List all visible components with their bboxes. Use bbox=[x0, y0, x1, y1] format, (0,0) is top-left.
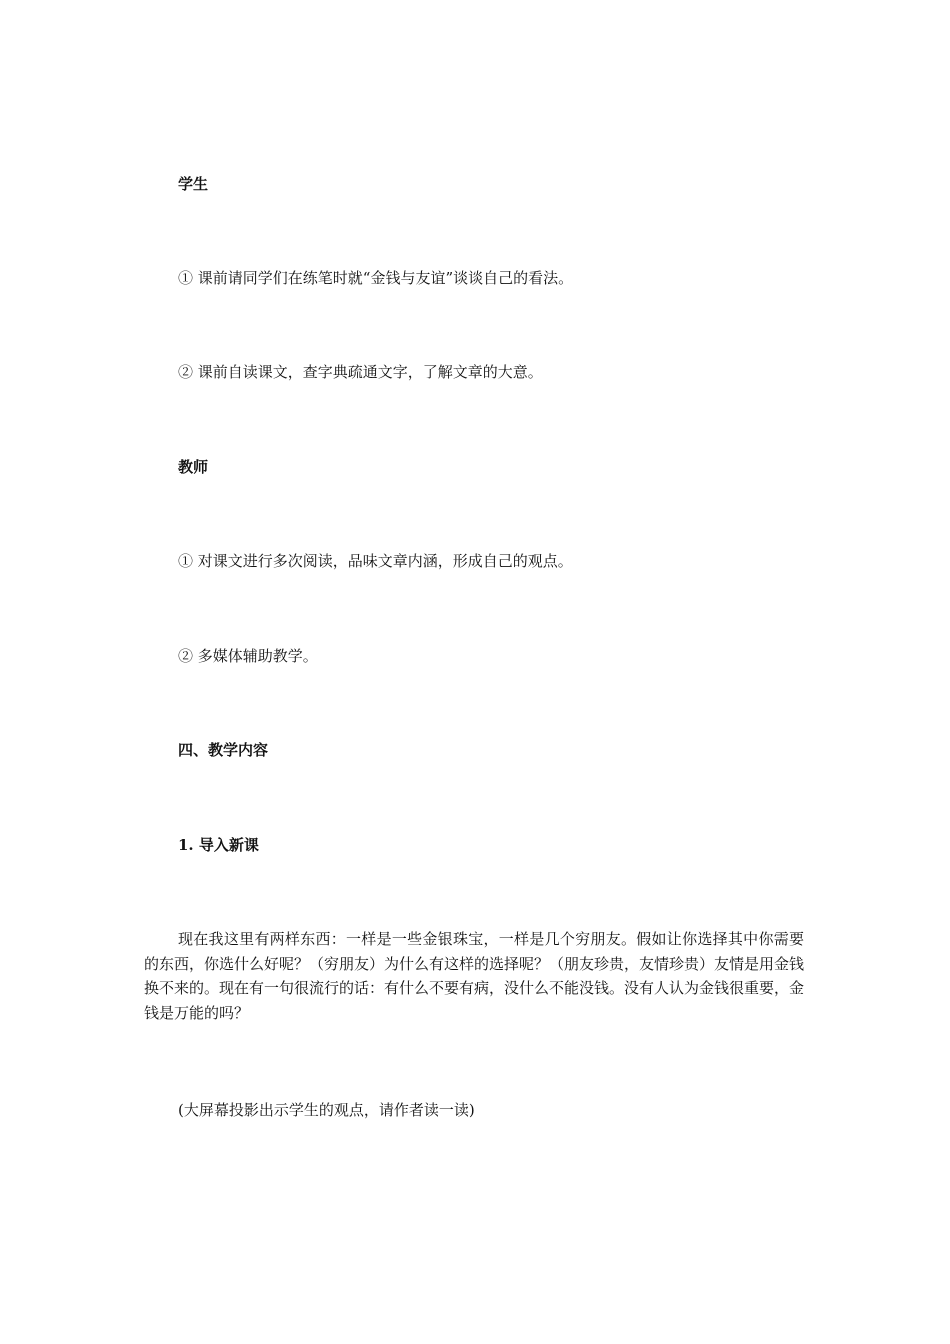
student-heading: 学生 bbox=[178, 175, 209, 193]
intro-paragraph: 现在我这里有两样东西：一样是一些金银珠宝，一样是几个穷朋友。假如让你选择其中你需要的东西，你选什么好呢？（穷朋友）为什么有这样的选择呢？（朋友珍贵，友情珍贵）友情是用金钱换不来的。现在有一句很流行的话：有什么不要有病，没什么不能没钱。没有人认为金钱很重要，金钱是万能的吗？ bbox=[144, 930, 805, 1022]
student-item-2: ② 课前自读课文，查字典疏通文字，了解文章的大意。 bbox=[178, 363, 543, 381]
projection-note: (大屏幕投影出示学生的观点，请作者读一读) bbox=[178, 1101, 475, 1119]
section-heading: 四、教学内容 bbox=[178, 741, 269, 759]
teacher-item-1: ① 对课文进行多次阅读，品味文章内涵，形成自己的观点。 bbox=[178, 552, 573, 570]
teacher-item-2: ② 多媒体辅助教学。 bbox=[178, 647, 318, 665]
subsection-heading: 1. 导入新课 bbox=[178, 836, 259, 854]
student-item-1: ① 课前请同学们在练笔时就“金钱与友谊”谈谈自己的看法。 bbox=[178, 269, 574, 287]
teacher-heading: 教师 bbox=[178, 458, 209, 476]
